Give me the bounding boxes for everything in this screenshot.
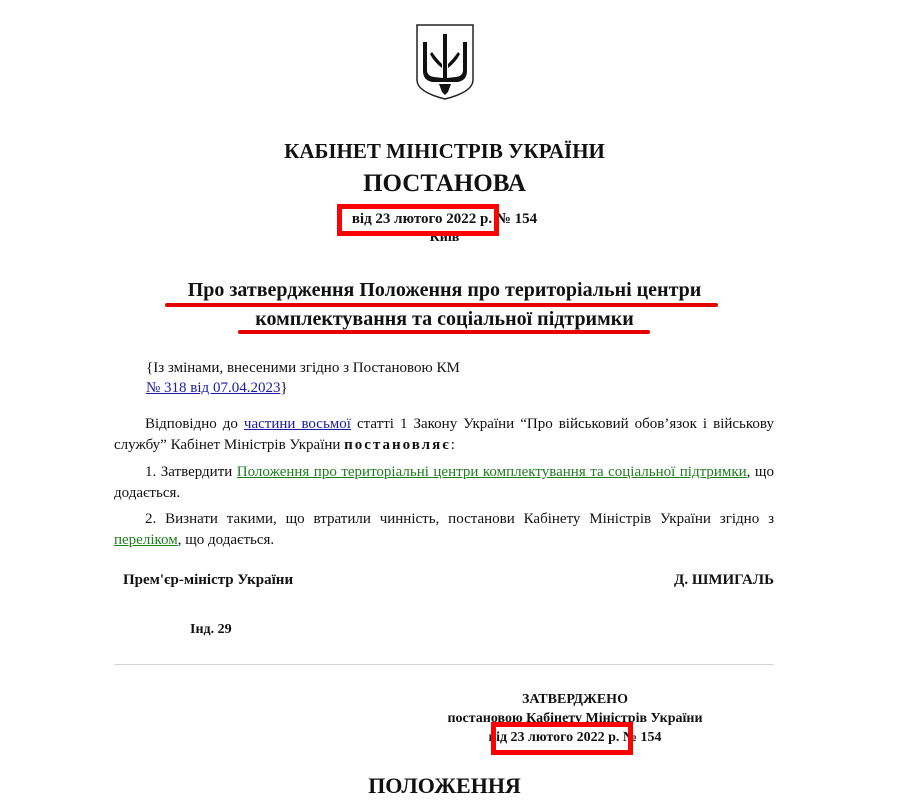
date-highlight-box	[337, 204, 499, 236]
signatory-position: Прем'єр-міністр України	[123, 572, 294, 588]
list-link[interactable]: переліком	[114, 532, 178, 548]
p3-prefix: 2. Визнати такими, що втратили чинність, постанови Кабінету Міністрів України згідно з	[145, 511, 774, 527]
signatory-name: Д. ШМИГАЛЬ	[674, 572, 774, 588]
coat-of-arms-icon	[414, 22, 476, 102]
p1-middle: статті 1 Закону України “Про військовий обов’язок і військову службу” Кабінет Міністрів України	[114, 416, 774, 453]
city-label: Київ	[429, 230, 460, 245]
paragraph-preamble	[114, 414, 774, 456]
regulation-link[interactable]: Положення про територіальні центри комплектування та соціальної підтримки	[236, 464, 747, 480]
approved-by: постановою Кабінету Міністрів України	[447, 711, 703, 726]
title-underline-1	[165, 303, 718, 307]
approved-date-number: від 23 лютого 2022 р. № 154	[488, 730, 662, 745]
approval-date-highlight-box	[491, 722, 633, 755]
document-title-line-1: Про затвердження Положення про територіальні центри	[187, 279, 702, 301]
index-label: Інд. 29	[190, 622, 232, 637]
document-title-line-2: комплектування та соціальної підтримки	[255, 308, 634, 330]
document-number: № 154	[495, 211, 538, 227]
amendment-note-text: {Із змінами, внесеними згідно з Постановою КМ	[146, 360, 460, 376]
title-underline-2	[238, 330, 650, 334]
regulation-title: ПОЛОЖЕННЯ	[368, 773, 521, 798]
approved-label: ЗАТВЕРДЖЕНО	[522, 692, 628, 707]
document-type-heading: ПОСТАНОВА	[363, 170, 526, 197]
p1-suffix: :	[450, 437, 455, 453]
p1-prefix: Відповідно до	[145, 416, 244, 432]
resolves-keyword: постановляє	[344, 437, 451, 453]
amendment-note-close: }	[280, 380, 288, 396]
p2-suffix: , що додається.	[114, 464, 774, 501]
amendment-note	[146, 358, 460, 398]
p2-prefix: 1. Затвердити	[145, 464, 237, 480]
p3-suffix: , що додається.	[177, 532, 275, 548]
paragraph-item-1	[114, 462, 774, 504]
section-divider	[114, 664, 774, 665]
law-part-link[interactable]: частини восьмої	[243, 416, 351, 432]
organization-heading: КАБІНЕТ МІНІСТРІВ УКРАЇНИ	[284, 139, 605, 163]
paragraph-item-2	[114, 509, 774, 551]
document-date: від 23 лютого 2022 р.	[351, 211, 493, 227]
amendment-link[interactable]: № 318 від 07.04.2023	[146, 380, 281, 396]
